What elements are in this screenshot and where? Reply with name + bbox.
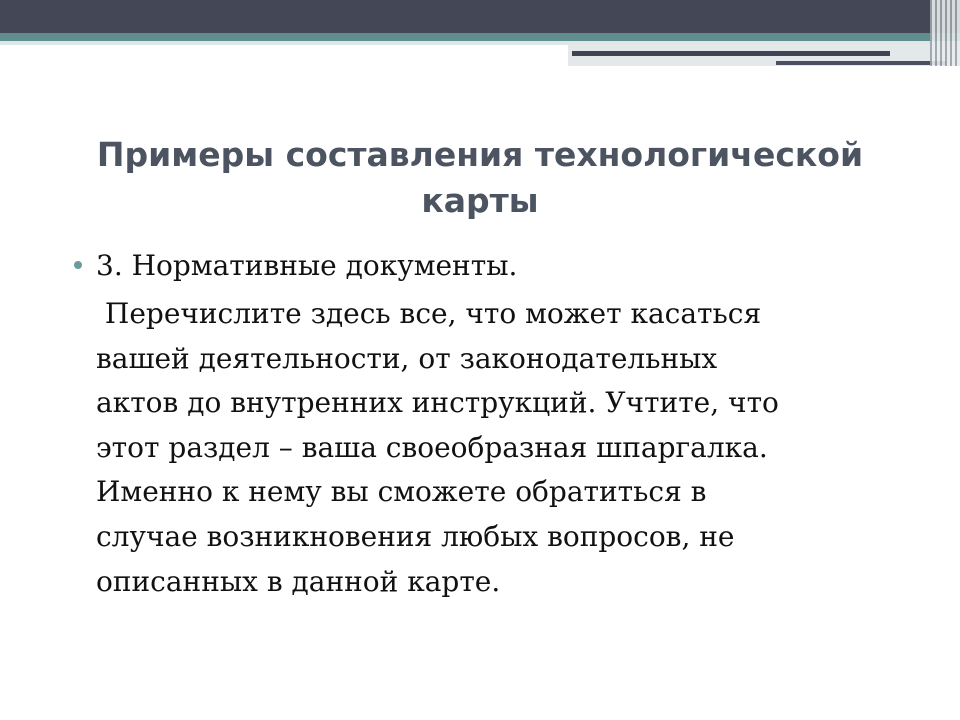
body-line: случае возникновения любых вопросов, не bbox=[96, 519, 735, 553]
bullet-dot-icon bbox=[74, 261, 82, 269]
bullet-text: 3. Нормативные документы. bbox=[96, 249, 518, 282]
body-line: актов до внутренних инструкций. Учтите, что bbox=[96, 386, 779, 420]
header-right-line bbox=[572, 51, 890, 56]
body-line: этот раздел – ваша своеобразная шпаргалка. bbox=[96, 430, 768, 464]
body-line: Именно к нему вы сможете обратиться в bbox=[96, 475, 707, 509]
slide-title-line2: карты bbox=[421, 181, 539, 220]
body-line: вашей деятельности, от законодательных bbox=[96, 341, 718, 375]
bullet-item bbox=[70, 244, 930, 288]
header-right-line-short bbox=[776, 61, 946, 65]
slide-title bbox=[40, 132, 920, 224]
body-line: Перечислите здесь все, что может касаться bbox=[96, 297, 762, 330]
body-line: описанных в данной карте. bbox=[96, 564, 501, 598]
slide-title-line1: Примеры составления технологической bbox=[96, 135, 864, 174]
body-paragraph bbox=[96, 292, 916, 604]
header-teal-bar bbox=[0, 33, 960, 41]
header-stripes bbox=[930, 0, 960, 66]
header-dark-bar bbox=[0, 0, 960, 33]
